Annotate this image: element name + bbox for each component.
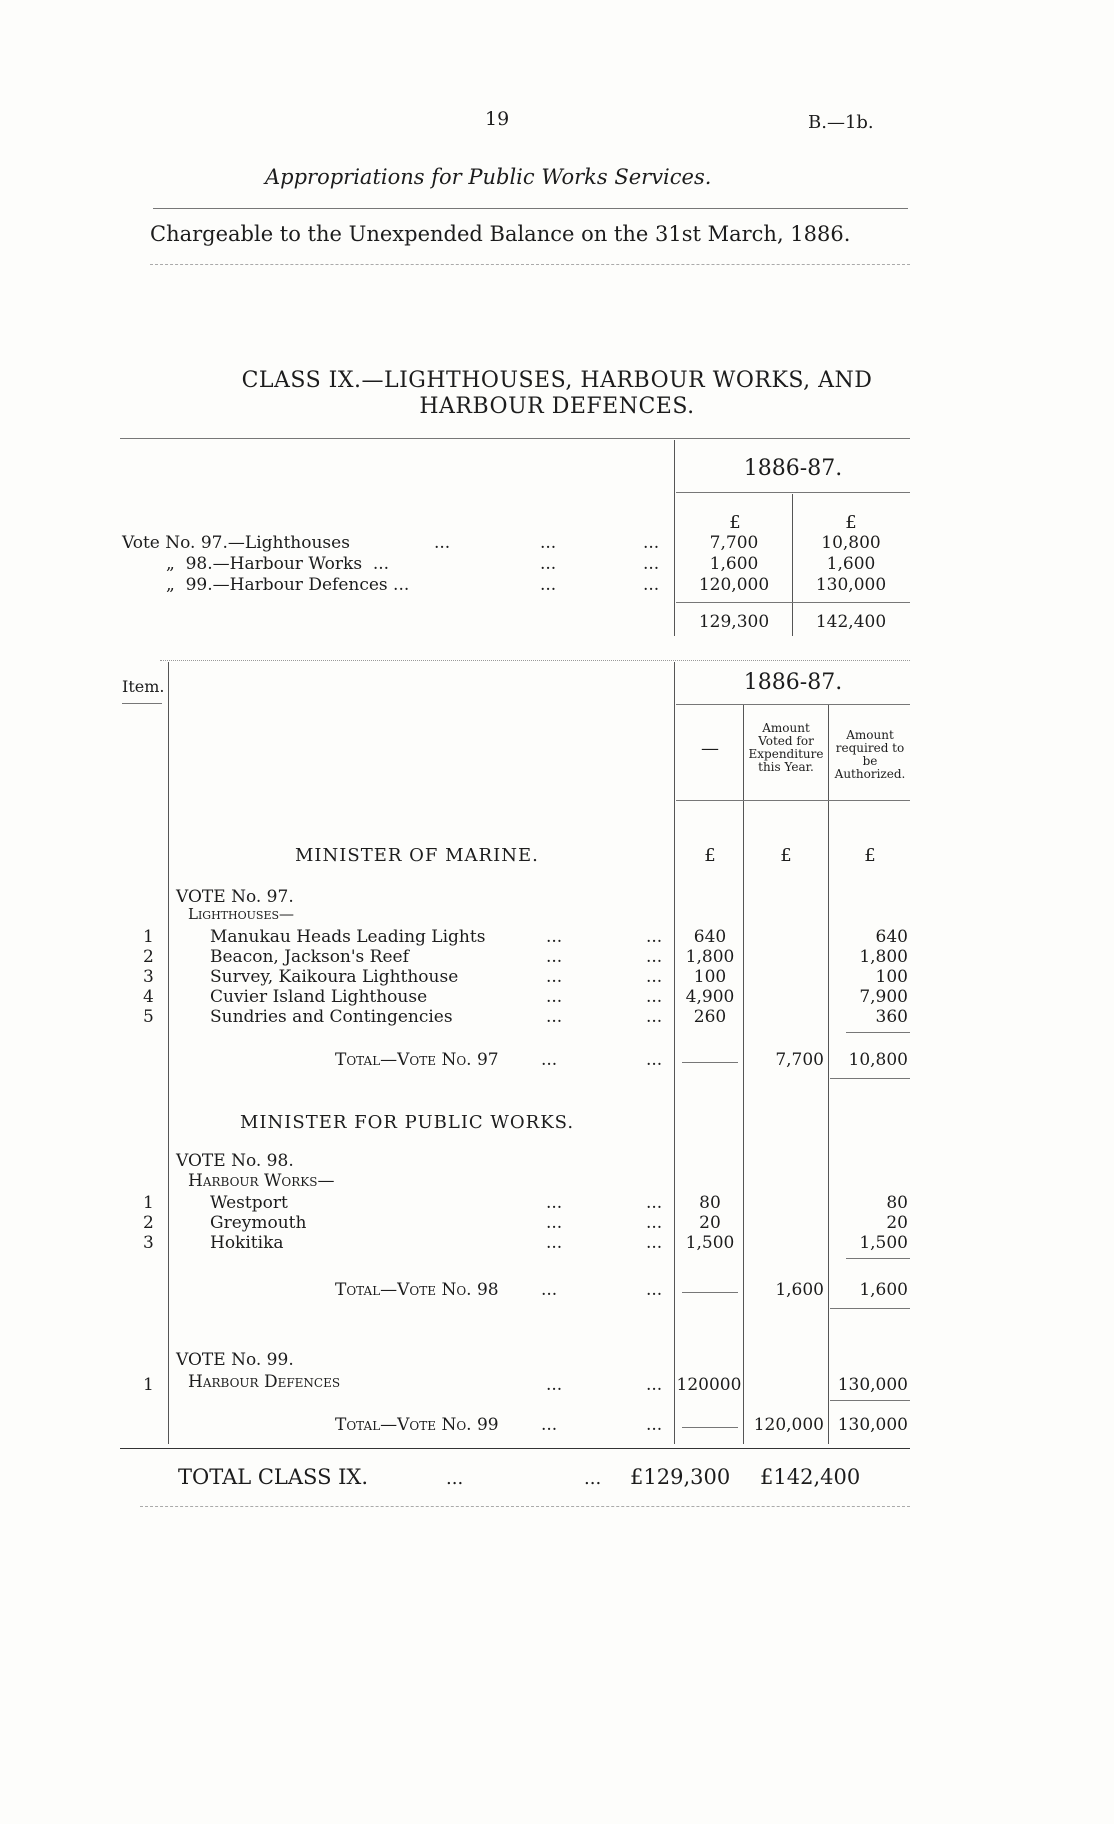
class-title-2: HARBOUR DEFENCES.	[419, 394, 695, 419]
summary-top-rule	[120, 438, 910, 439]
summary-currency-a: £	[729, 512, 741, 533]
summary-total-b: 142,400	[815, 612, 887, 632]
chargeable-heading: Chargeable to the Unexpended Balance on the 31st March, 1886.	[150, 222, 851, 246]
voted-header: Amount Voted for Expenditure this Year.	[748, 721, 824, 774]
dash-header: —	[701, 738, 719, 759]
detail-year-rule	[676, 704, 910, 705]
item-column-divider	[168, 662, 169, 1444]
summary-year: 1886-87.	[743, 456, 843, 481]
summary-currency-b: £	[845, 512, 857, 533]
harbour-works-subhead: Harbour Works—	[188, 1171, 335, 1191]
detail-year: 1886-87.	[743, 670, 843, 695]
summary-year-rule	[676, 492, 910, 493]
defences-subtotal-rule	[830, 1400, 910, 1401]
vote-97-label: VOTE No. 97.	[176, 887, 294, 907]
marine-subtotal-rule	[846, 1032, 910, 1033]
required-header: Amount required to be Authorized.	[834, 728, 906, 781]
vote-99-label: VOTE No. 99.	[176, 1350, 294, 1370]
lighthouses-subhead: Lighthouses—	[188, 905, 295, 923]
header-rule-2	[150, 264, 910, 265]
marine-total-rule	[830, 1078, 910, 1079]
required-column-divider	[828, 704, 829, 1444]
vote-98-label: VOTE No. 98.	[176, 1151, 294, 1171]
pw-total-rule	[830, 1308, 910, 1309]
desc-column-divider	[674, 662, 675, 1444]
page-number: 19	[485, 108, 510, 130]
marine-heading: MINISTER OF MARINE.	[295, 845, 539, 866]
page-subtitle: Appropriations for Public Works Services.	[265, 165, 712, 189]
header-rule	[153, 208, 908, 209]
currency-col-a: £	[704, 845, 716, 866]
detail-header-rule	[676, 800, 910, 801]
public-works-heading: MINISTER FOR PUBLIC WORKS.	[240, 1112, 575, 1133]
currency-col-c: £	[864, 845, 876, 866]
summary-total-a: 129,300	[698, 612, 770, 632]
document-reference: B.—1b.	[808, 112, 874, 133]
summary-bottom-rule	[160, 660, 910, 661]
item-header-rule	[122, 703, 162, 704]
grand-total-rule	[120, 1448, 910, 1449]
summary-total-rule	[676, 602, 910, 603]
bottom-rule	[140, 1506, 910, 1507]
item-header: Item.	[122, 677, 165, 696]
summary-mid-divider	[792, 494, 793, 636]
pw-subtotal-rule	[846, 1258, 910, 1259]
voted-column-divider	[743, 704, 744, 1444]
currency-col-b: £	[780, 845, 792, 866]
class-title: CLASS IX.—LIGHTHOUSES, HARBOUR WORKS, AND	[241, 368, 873, 393]
summary-divider	[674, 440, 675, 636]
